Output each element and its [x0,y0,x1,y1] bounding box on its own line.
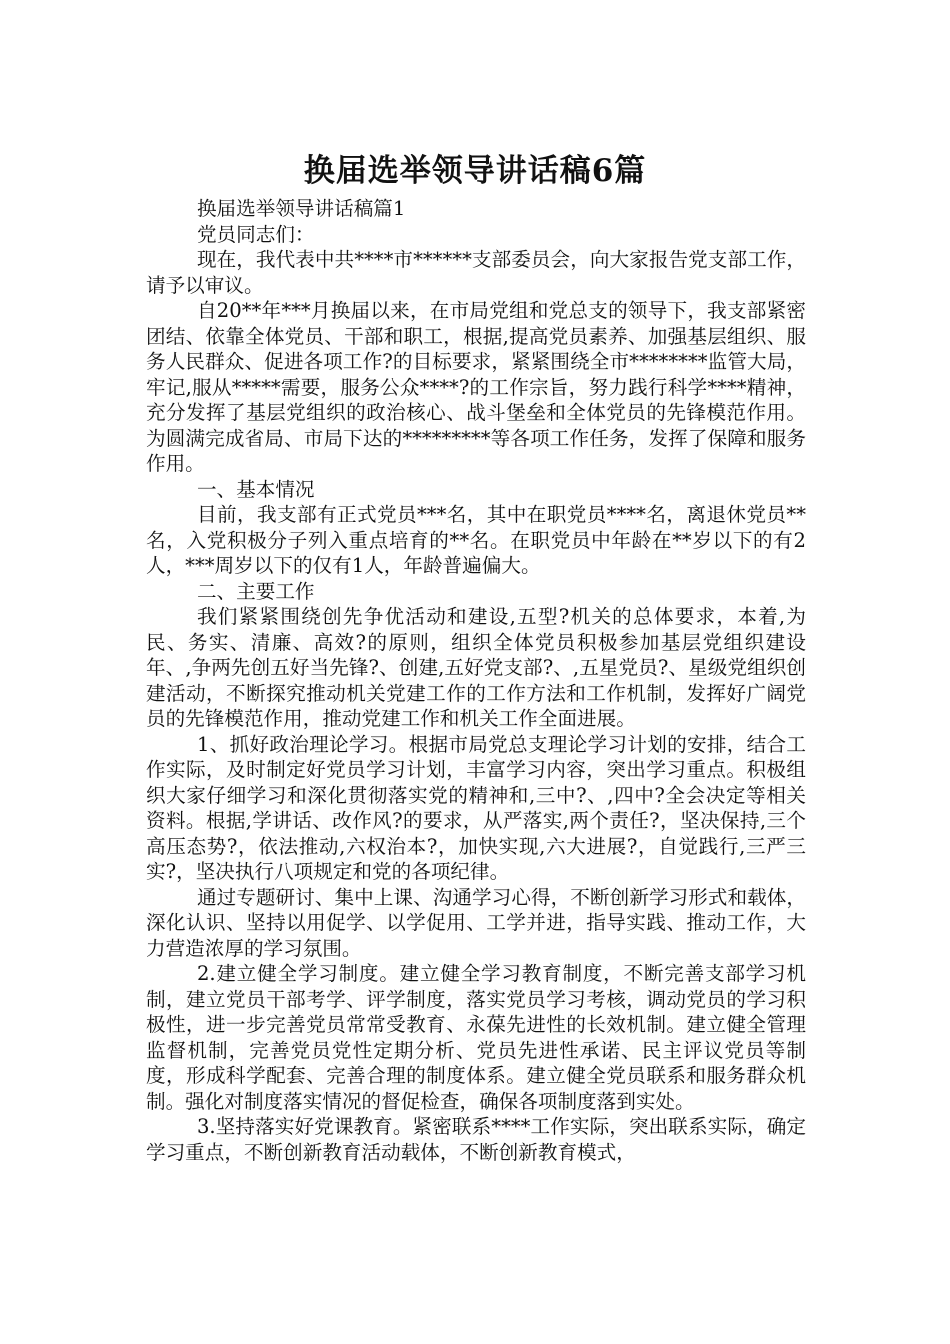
document-body [146,196,806,1165]
paragraph: 通过专题研讨、集中上课、沟通学习心得，不断创新学习形式和载体，深化认识、坚持以用促学、以学促用、工学并进，指导实践、推动工作，大力营造浓厚的学习氛围。 [146,885,806,960]
paragraph: 3.坚持落实好党课教育。紧密联系****工作实际，突出联系实际，确定学习重点，不断创新教育活动载体，不断创新教育模式， [146,1115,806,1164]
document-title: 换届选举领导讲话稿6篇 [303,152,647,189]
paragraph: 我们紧紧围绕创先争优活动和建设,五型?机关的总体要求，本着,为民、务实、清廉、高效?的原则，组织全体党员积极参加基层党组织建设年、,争两先创五好当先锋?、创建,五好党支部?、,五星党员?、星级党组织创建活动，不断探究推动机关党建工作的工作方法和工作机制，发挥好广阔党员的先锋模范作用，推动党建工作和机关工作全面进展。 [146,605,806,730]
paragraph: 2.建立健全学习制度。建立健全学习教育制度，不断完善支部学习机制，建立党员干部考学、评学制度，落实党员学习考核，调动党员的学习积极性，进一步完善党员常常受教育、永葆先进性的长效机制。建立健全管理监督机制，完善党员党性定期分析、党员先进性承诺、民主评议党员等制度，形成科学配套、完善合理的制度体系。建立健全党员联系和服务群众机制。强化对制度落实情况的督促检查，确保各项制度落到实处。 [146,962,806,1113]
salutation: 党员同志们： [196,222,315,246]
section-heading: 一、基本情况 [196,477,315,501]
section-heading: 二、主要工作 [196,579,315,603]
paragraph: 自20**年***月换届以来，在市局党组和党总支的领导下，我支部紧密团结、依靠全体党员、干部和职工，根据,提高党员素养、加强基层组织、服务人民群众、促进各项工作?的目标要求，紧紧围绕全市********监管大局，牢记,服从*****需要，服务公众****?的工作宗旨，努力践行科学****精神，充分发挥了基层党组织的政治核心、战斗堡垒和全体党员的先锋模范作用。为圆满完成省局、市局下达的*********等各项工作任务，发挥了保障和服务作用。 [146,299,806,475]
paragraph: 1、抓好政治理论学习。根据市局党总支理论学习计划的安排，结合工作实际，及时制定好党员学习计划，丰富学习内容，突出学习重点。积极组织大家仔细学习和深化贯彻落实党的精神和,三中?、,四中?全会决定等相关资料。根据,学讲话、改作风?的要求，从严落实,两个责任?，坚决保持,三个高压态势?，依法推动,六权治本?，加快实现,六大进展?，自觉践行,三严三实?，坚决执行八项规定和党的各项纪律。 [146,732,806,883]
paragraph: 现在，我代表中共****市******支部委员会，向大家报告党支部工作，请予以审议。 [146,248,806,297]
paragraph: 目前，我支部有正式党员***名，其中在职党员****名，离退休党员**名，入党积极分子列入重点培育的**名。在职党员中年龄在**岁以下的有2人，***周岁以下的仅有1人，年龄普遍偏大。 [146,503,806,577]
section-heading: 换届选举领导讲话稿篇1 [196,197,406,220]
